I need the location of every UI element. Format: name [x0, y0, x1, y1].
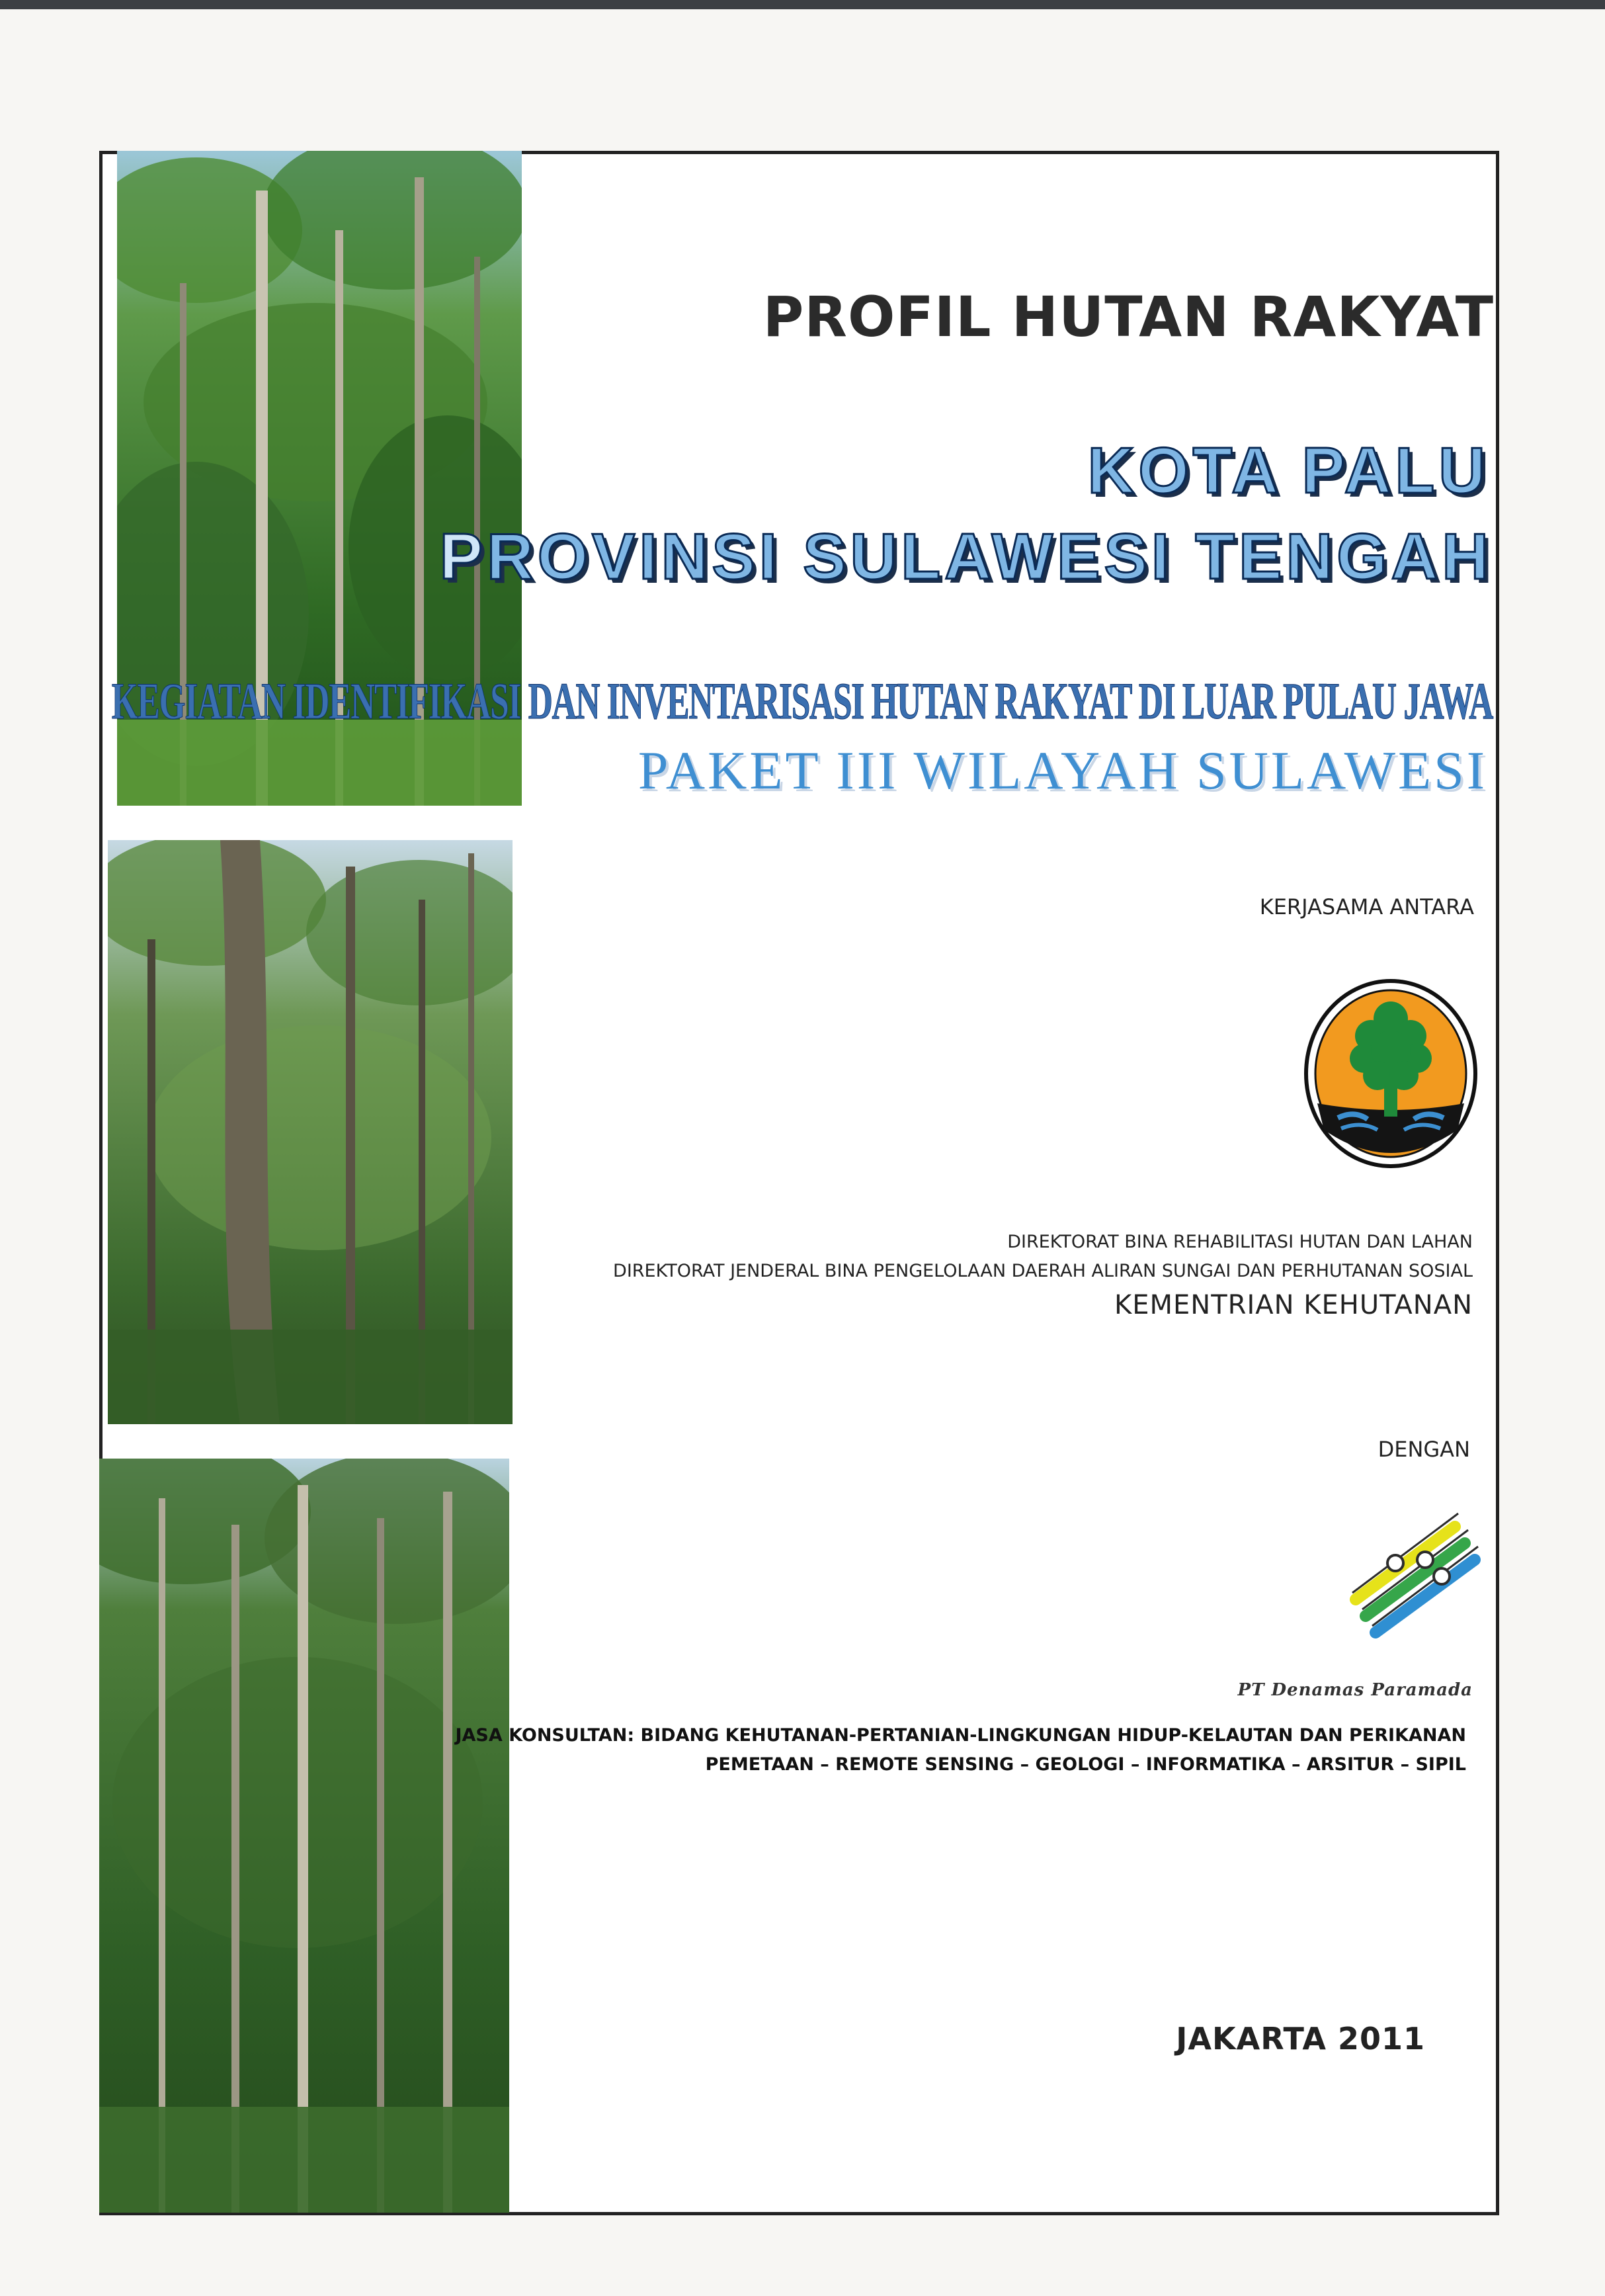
- province-heading-first-letter: P: [439, 520, 487, 593]
- province-heading: [440, 519, 1493, 594]
- activity-title: KEGIATAN IDENTIFIKASI DAN INVENTARISASI HUTAN RAKYAT DI LUAR PULAU JAWA: [111, 672, 1493, 730]
- page-title: PROFIL HUTAN RAKYAT: [762, 284, 1494, 349]
- city-heading: KOTA PALU: [1087, 434, 1489, 507]
- package-title: PAKET III WILAYAH SULAWESI: [638, 740, 1487, 800]
- consultant-services-line-2: PEMETAAN – REMOTE SENSING – GEOLOGI – INFORMATIKA – ARSITUR – SIPIL: [705, 1754, 1466, 1775]
- forestry-ministry-emblem-icon: [1301, 978, 1480, 1169]
- province-heading-rest: ROVINSI SULAWESI TENGAH: [486, 520, 1493, 593]
- with-label: DENGAN: [1378, 1437, 1470, 1462]
- directorate-line-2: DIREKTORAT JENDERAL BINA PENGELOLAAN DAERAH ALIRAN SUNGAI DAN PERHUTANAN SOSIAL: [613, 1261, 1473, 1281]
- forest-photo-2: [108, 840, 513, 1424]
- forest-photo-3: [99, 1459, 509, 2213]
- directorate-line-1: DIREKTORAT BINA REHABILITASI HUTAN DAN LAHAN: [1007, 1232, 1473, 1252]
- consultant-services-line-1: JASA KONSULTAN: BIDANG KEHUTANAN-PERTANIAN-LINGKUNGAN HIDUP-KELAUTAN DAN PERIKANAN: [455, 1725, 1466, 1746]
- cooperation-label: KERJASAMA ANTARA: [1259, 894, 1474, 919]
- consultant-name: PT Denamas Paramada: [1237, 1680, 1473, 1700]
- consultant-logo-icon: [1342, 1500, 1481, 1639]
- scan-edge: [0, 0, 1605, 9]
- place-and-year: JAKARTA 2011: [1176, 2021, 1425, 2057]
- ministry-name: KEMENTRIAN KEHUTANAN: [1114, 1290, 1473, 1320]
